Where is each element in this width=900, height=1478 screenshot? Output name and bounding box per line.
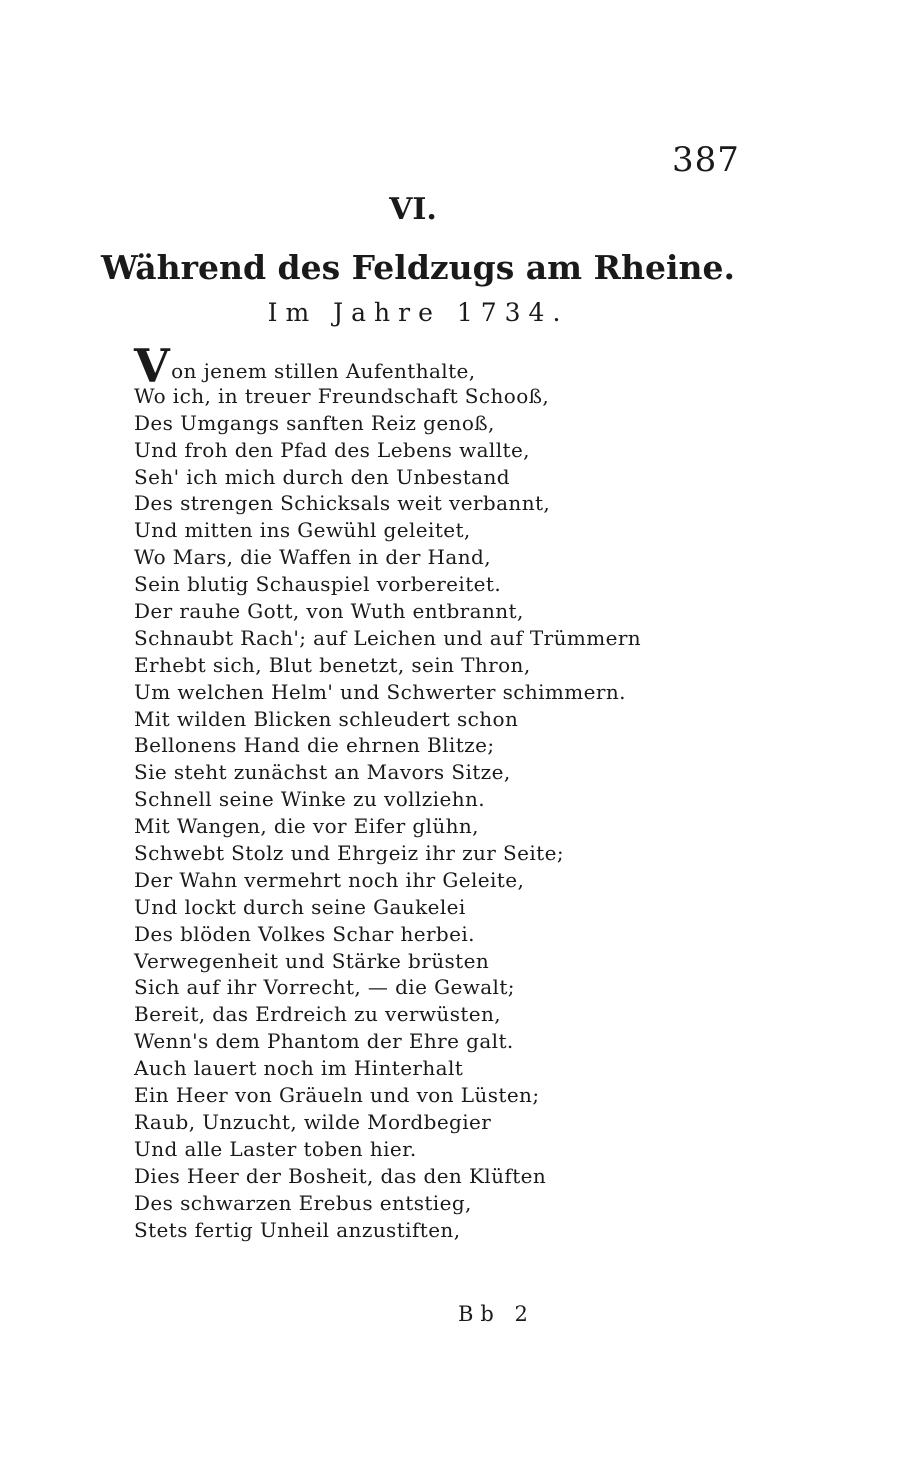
poem-line: Wo ich, in treuer Freundschaft Schooß, — [134, 383, 550, 408]
poem-line: Wo Mars, die Waffen in der Hand, — [134, 545, 491, 570]
poem-line: Des Umgangs sanften Reiz genoß, — [134, 410, 495, 435]
poem-line: Sich auf ihr Vorrecht, — die Gewalt; — [134, 975, 515, 1000]
poem-line: Des schwarzen Erebus entstieg, — [134, 1190, 472, 1215]
drop-cap-initial: V — [134, 339, 171, 393]
poem-body — [134, 339, 834, 1243]
poem-line: Und mitten ins Gewühl geleitet, — [134, 518, 471, 543]
poem-line: Schnaubt Rach'; auf Leichen und auf Trümmern — [134, 625, 642, 650]
poem-line: Des blöden Volkes Schar herbei. — [134, 921, 475, 946]
poem-title: Während des Feldzugs am Rheine. — [101, 248, 735, 287]
poem-line: Bereit, das Erdreich zu verwüsten, — [134, 1002, 502, 1027]
poem-line: Um welchen Helm' und Schwerter schimmern. — [134, 679, 626, 704]
section-number: VI. — [389, 192, 437, 227]
poem-line: Stets fertig Unheil anzustiften, — [134, 1217, 461, 1242]
poem-line: Dies Heer der Bosheit, das den Klüften — [134, 1163, 547, 1188]
poem-line: Verwegenheit und Stärke brüsten — [134, 948, 490, 973]
poem-line: Der Wahn vermehrt noch ihr Geleite, — [134, 867, 525, 892]
poem-line: Erhebt sich, Blut benetzt, sein Thron, — [134, 652, 531, 677]
poem-line: Bellonens Hand die ehrnen Blitze; — [134, 733, 495, 758]
poem-line: Mit wilden Blicken schleudert schon — [134, 706, 519, 731]
poem-line: Schnell seine Winke zu vollziehn. — [134, 787, 486, 812]
poem-line: Sie steht zunächst an Mavors Sitze, — [134, 760, 511, 785]
poem-line: Mit Wangen, die vor Eifer glühn, — [134, 814, 479, 839]
poem-line: Seh' ich mich durch den Unbestand — [134, 464, 510, 489]
poem-line: Sein blutig Schauspiel vorbereitet. — [134, 572, 502, 597]
poem-line-first — [134, 339, 834, 393]
poem-line: Und alle Laster toben hier. — [134, 1136, 417, 1161]
poem-line: Des strengen Schicksals weit verbannt, — [134, 491, 551, 516]
page-number: 387 — [672, 140, 740, 180]
poem-line: Und froh den Pfad des Lebens wallte, — [134, 437, 530, 462]
poem-line: Der rauhe Gott, von Wuth entbrannt, — [134, 599, 524, 624]
signature-catchword: Bb 2 — [458, 1302, 535, 1326]
poem-subtitle: Im Jahre 1734. — [267, 298, 569, 327]
poem-line: Raub, Unzucht, wilde Mordbegier — [134, 1109, 492, 1134]
poem-line: Schwebt Stolz und Ehrgeiz ihr zur Seite; — [134, 841, 564, 866]
poem-line: Ein Heer von Gräueln und von Lüsten; — [134, 1083, 540, 1108]
poem-line: Und lockt durch seine Gaukelei — [134, 894, 466, 919]
poem-line: Auch lauert noch im Hinterhalt — [134, 1056, 464, 1081]
poem-line: Wenn's dem Phantom der Ehre galt. — [134, 1029, 514, 1054]
poem-line-text: on jenem stillen Aufenthalte, — [171, 359, 476, 383]
